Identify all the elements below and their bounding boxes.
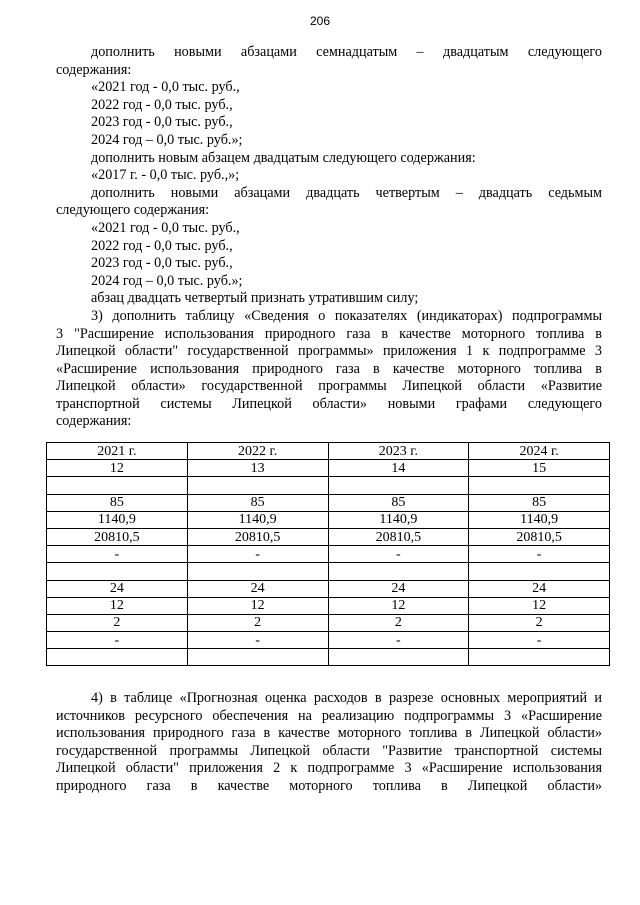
table-cell xyxy=(328,649,469,666)
table-cell: 1140,9 xyxy=(328,511,469,528)
table-cell: 13 xyxy=(187,460,328,477)
paragraph-line: 2023 год - 0,0 тыс. руб., xyxy=(91,255,233,272)
table-row xyxy=(47,460,610,477)
table-cell xyxy=(187,563,328,580)
table-cell xyxy=(47,563,188,580)
table-cell xyxy=(187,477,328,494)
paragraph-line: Липецкой области" государственной программы» приложения 1 к подпрограмме 3 xyxy=(56,343,602,360)
table-cell: 2023 г. xyxy=(328,443,469,460)
paragraph-line: 2022 год - 0,0 тыс. руб., xyxy=(91,237,233,254)
table-cell: 85 xyxy=(47,494,188,511)
table-cell xyxy=(328,477,469,494)
paragraph-line: 2024 год – 0,0 тыс. руб.»; xyxy=(91,272,243,289)
table-cell: 12 xyxy=(187,597,328,614)
table-row xyxy=(47,597,610,614)
table-row xyxy=(47,580,610,597)
table-cell: 20810,5 xyxy=(469,528,610,545)
table-row xyxy=(47,563,610,580)
paragraph-line: дополнить новыми абзацами двадцать четвертым – двадцать седьмым xyxy=(91,184,602,201)
page-number: 206 xyxy=(309,14,331,28)
paragraph-line: 2023 год - 0,0 тыс. руб., xyxy=(91,114,233,131)
table-cell: - xyxy=(47,546,188,563)
paragraph-line: дополнить новыми абзацами семнадцатым – двадцатым следующего xyxy=(91,44,602,60)
table-row xyxy=(47,494,610,511)
paragraph-line: «Расширение использования природного газа в качестве моторного топлива в xyxy=(56,360,602,377)
table-cell: 12 xyxy=(469,597,610,614)
table-cell: 12 xyxy=(47,460,188,477)
table-cell: 14 xyxy=(328,460,469,477)
table-row xyxy=(47,511,610,528)
paragraph-line: транспортной системы Липецкой области» новыми графами следующего xyxy=(56,395,602,412)
paragraph-line: следующего содержания: xyxy=(56,202,210,219)
table-cell: 24 xyxy=(187,580,328,597)
paragraph-line: «2021 год - 0,0 тыс. руб., xyxy=(91,219,240,236)
table-cell: 1140,9 xyxy=(47,511,188,528)
paragraph-line: «2021 год - 0,0 тыс. руб., xyxy=(91,79,240,96)
paragraph-line: 4) в таблице «Прогнозная оценка расходов в разрезе основных мероприятий и xyxy=(91,690,602,706)
paragraph-line: природного газа в качестве моторного топлива в Липецкой области» xyxy=(56,777,602,794)
paragraph-line: дополнить новым абзацем двадцатым следующего содержания: xyxy=(91,149,476,166)
indicators-table-wrap xyxy=(46,442,610,666)
table-row xyxy=(47,443,610,460)
table-cell xyxy=(469,649,610,666)
table-cell: 24 xyxy=(469,580,610,597)
table-cell: 2 xyxy=(328,614,469,631)
table-row xyxy=(47,528,610,545)
table-cell: - xyxy=(328,546,469,563)
table-cell xyxy=(47,649,188,666)
table-cell: 20810,5 xyxy=(328,528,469,545)
table-cell: 2 xyxy=(187,614,328,631)
table-row xyxy=(47,649,610,666)
table-cell: - xyxy=(47,632,188,649)
table-cell: - xyxy=(469,632,610,649)
table-cell xyxy=(47,477,188,494)
table-cell: 2 xyxy=(47,614,188,631)
table-row xyxy=(47,477,610,494)
table-cell xyxy=(187,649,328,666)
table-cell: 2024 г. xyxy=(469,443,610,460)
paragraph-line: 3 "Расширение использования природного газа в качестве моторного топлива в xyxy=(56,325,602,342)
bottom-text xyxy=(56,690,602,796)
table-row xyxy=(47,546,610,563)
table-cell xyxy=(328,563,469,580)
table-cell: 85 xyxy=(469,494,610,511)
table-cell: 12 xyxy=(328,597,469,614)
indicators-table xyxy=(46,442,610,666)
paragraph-line: источников ресурсного обеспечения на реализацию подпрограммы 3 «Расширение xyxy=(56,707,602,724)
paragraph-line: 2024 год – 0,0 тыс. руб.»; xyxy=(91,131,243,148)
table-cell: - xyxy=(328,632,469,649)
paragraph-line: «2017 г. - 0,0 тыс. руб.,»; xyxy=(91,167,240,184)
table-cell xyxy=(469,477,610,494)
paragraph-line: содержания: xyxy=(56,413,132,430)
table-cell: 2 xyxy=(469,614,610,631)
table-cell: 1140,9 xyxy=(469,511,610,528)
table-cell: 85 xyxy=(187,494,328,511)
table-cell: - xyxy=(187,546,328,563)
table-cell: 24 xyxy=(47,580,188,597)
paragraph-line: содержания: xyxy=(56,61,132,78)
table-cell: 2021 г. xyxy=(47,443,188,460)
table-row xyxy=(47,614,610,631)
table-cell: 15 xyxy=(469,460,610,477)
table-cell: 12 xyxy=(47,597,188,614)
table-cell: 85 xyxy=(328,494,469,511)
table-cell: 24 xyxy=(328,580,469,597)
table-cell: 20810,5 xyxy=(47,528,188,545)
table-cell: - xyxy=(469,546,610,563)
body-text xyxy=(56,44,602,431)
paragraph-line: 2022 год - 0,0 тыс. руб., xyxy=(91,96,233,113)
table-cell xyxy=(469,563,610,580)
paragraph-line: государственной программы Липецкой области "Развитие транспортной системы xyxy=(56,742,602,759)
table-cell: - xyxy=(187,632,328,649)
table-cell: 20810,5 xyxy=(187,528,328,545)
paragraph-line: абзац двадцать четвертый признать утратившим силу; xyxy=(91,290,419,307)
paragraph-line: использования природного газа в качестве моторного топлива в Липецкой области» xyxy=(56,725,602,742)
table-row xyxy=(47,632,610,649)
paragraph-line: 3) дополнить таблицу «Сведения о показателях (индикаторах) подпрограммы xyxy=(91,307,602,324)
table-cell: 2022 г. xyxy=(187,443,328,460)
paragraph-line: Липецкой области" приложения 2 к подпрограмме 3 «Расширение использования xyxy=(56,760,602,777)
paragraph-line: Липецкой области» государственной программы Липецкой области «Развитие xyxy=(56,378,602,395)
table-cell: 1140,9 xyxy=(187,511,328,528)
